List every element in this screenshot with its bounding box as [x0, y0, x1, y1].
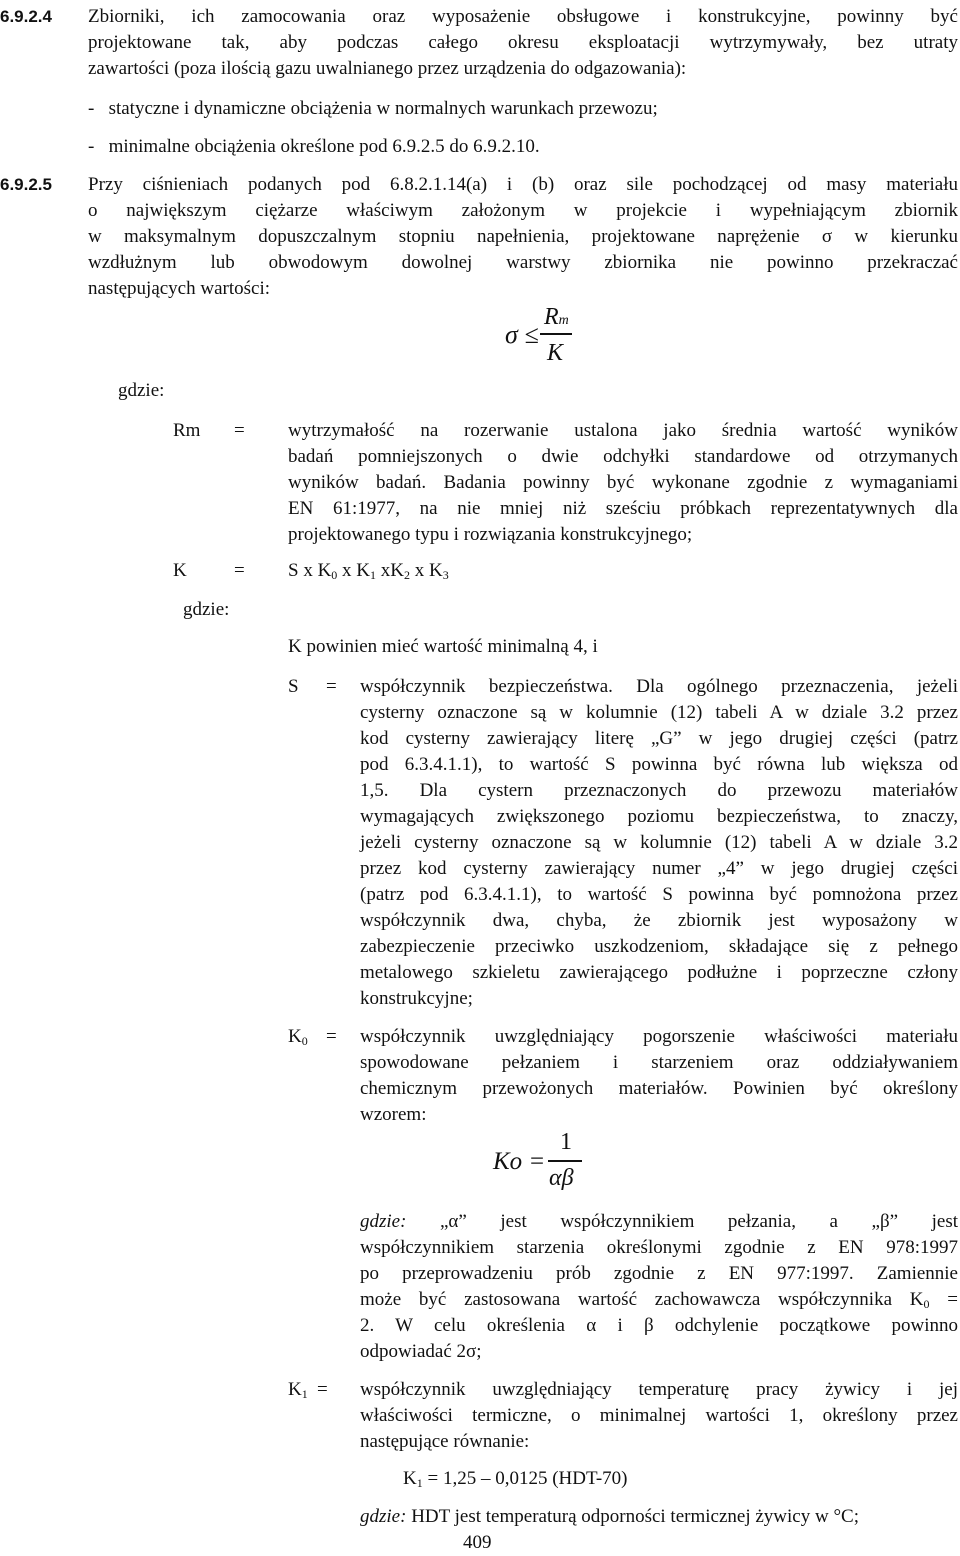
where-label: gdzie:	[183, 599, 230, 620]
definition-line: projektowanego typu i rozwiązania konstrukcyjnego;	[288, 524, 693, 545]
equals-sign: =	[234, 560, 245, 581]
bullet-item: - minimalne obciążenia określone pod 6.9.2.5 do 6.9.2.10.	[88, 136, 540, 157]
where-text-line: po przeprowadzeniu prób zgodnie z EN 977:1997. Zamiennie	[360, 1263, 958, 1284]
section-text-line: Przy ciśnieniach podanych pod 6.8.2.1.14(a) i (b) oraz sile pochodzącej od masy materiału	[88, 174, 958, 195]
definition-line: wymagających zwiększonego poziomu bezpieczeństwa, to znaczy,	[360, 806, 958, 827]
equals-sign: =	[234, 420, 245, 441]
definition-line: następujące równanie:	[360, 1431, 530, 1452]
definition-line: cysterny oznaczone są w kolumnie (12) tabeli A w dziale 3.2 przez	[360, 702, 958, 723]
where-text-line: odpowiadać 2σ;	[360, 1341, 482, 1362]
definition-line: kod cysterny zawierający literę „G” w jego drugiej części (patrz	[360, 728, 958, 749]
section-text-line: zawartości (poza ilością gazu uwalnianego przez urządzenia do odgazowania):	[88, 58, 687, 79]
fraction-bar	[540, 333, 572, 335]
definition-line: jeżeli cysterny oznaczone są w kolumnie (12) tabeli A w dziale 3.2	[360, 832, 958, 853]
definition-line: zabezpieczenie przeciwko uszkodzeniom, składające się z pełnego	[360, 936, 958, 957]
definition-line: (patrz pod 6.3.4.1.1), to wartość S powinna być pomnożona przez	[360, 884, 958, 905]
definition-line: konstrukcyjne;	[360, 988, 473, 1009]
term-symbol: $K_0$	[288, 1026, 308, 1048]
term-symbol: S	[288, 676, 299, 697]
where-text-line: 2. W celu określenia α i β odchylenie początkowe powinno	[360, 1315, 958, 1336]
definition-line: przez kod cysterny zawierający numer „4” w jego drugiej części	[360, 858, 958, 879]
definition-line: metalowego szkieletu zawierającego podłużne i poprzeczne człony	[360, 962, 958, 983]
definition-line: spowodowane pełzaniem i starzeniem oraz oddziaływaniem	[360, 1052, 958, 1073]
term-symbol: K	[173, 560, 187, 581]
formula-lhs: Ko =	[493, 1148, 546, 1175]
k-formula: S x $K_0$ x $K_1$ $xK_2$ x $K_3$	[288, 560, 449, 582]
where-text-line: współczynnikiem starzenia określonymi zgodnie z EN 978:1997	[360, 1237, 958, 1258]
page-number: 409	[463, 1532, 492, 1553]
definition-line: współczynnik bezpieczeństwa. Dla ogólnego przeznaczenia, jeżeli	[360, 676, 958, 697]
formula-denominator: αβ	[549, 1165, 574, 1191]
term-symbol: Rm	[173, 420, 201, 441]
formula-lhs: σ ≤	[505, 320, 539, 349]
bullet-item: - statyczne i dynamiczne obciążenia w normalnych warunkach przewozu;	[88, 98, 658, 119]
section-text-line: następujących wartości:	[88, 278, 271, 299]
section-number-6-9-2-5: 6.9.2.5	[0, 175, 52, 194]
where-text-line: gdzie: HDT jest temperaturą odporności termicznej żywicy w °C;	[360, 1506, 859, 1527]
k-minimum-note: K powinien mieć wartość minimalną 4, i	[288, 636, 598, 657]
definition-line: pod 6.3.4.1.1), to wartość S powinna być równa lub większa od	[360, 754, 958, 775]
k1-equation: $K_1 = 1,25 - 0,0125$ (HDT-70)	[403, 1468, 628, 1490]
definition-line: współczynnik uwzględniający temperaturę pracy żywicy i jej	[360, 1379, 958, 1400]
fraction-bar	[548, 1160, 582, 1162]
definition-line: badań pomniejszonych o dwie odchyłki standardowe od otrzymanych	[288, 446, 958, 467]
definition-line: wyników badań. Badania powinny być wykonane zgodnie z wymaganiami	[288, 472, 958, 493]
definition-line: EN 61:1977, na nie mniej niż sześciu próbkach reprezentatywnych dla	[288, 498, 958, 519]
definition-line: właściwości termiczne, o minimalnej wartości 1, określony przez	[360, 1405, 958, 1426]
formula-numerator: Rm	[544, 304, 569, 330]
term-symbol: $K_1$	[288, 1379, 308, 1401]
equals-sign: =	[317, 1379, 328, 1400]
formula-numerator: 1	[560, 1129, 572, 1155]
formula-denominator: K	[547, 340, 564, 366]
section-text-line: wzdłużnym lub obwodowym dowolnej warstwy zbiornika nie powinno przekraczać	[88, 252, 958, 273]
definition-line: współczynnik uwzględniający pogorszenie właściwości materiału	[360, 1026, 958, 1047]
equals-sign: =	[326, 676, 337, 697]
definition-line: współczynnik dwa, chyba, że zbiornik jest wyposażony w	[360, 910, 958, 931]
section-text-line: projektowane tak, aby podczas całego okresu eksploatacji wytrzymywały, bez utraty	[88, 32, 958, 53]
definition-line: 1,5. Dla cystern przeznaczonych do przewozu materiałów	[360, 780, 958, 801]
definition-line: wytrzymałość na rozerwanie ustalona jako średnia wartość wyników	[288, 420, 958, 441]
definition-line: wzorem:	[360, 1104, 427, 1125]
section-text-line: Zbiorniki, ich zamocowania oraz wyposażenie obsługowe i konstrukcyjne, powinny być	[88, 6, 958, 27]
where-text-line: gdzie: „α” jest współczynnikiem pełzania, a „β” jest	[360, 1211, 958, 1232]
where-text-line: może być zastosowana wartość zachowawcza współczynnika $K_0$ =	[360, 1289, 959, 1311]
equals-sign: =	[326, 1026, 337, 1047]
definition-line: chemicznym przewożonych materiałów. Powinien być określony	[360, 1078, 958, 1099]
section-text-line: w maksymalnym dopuszczalnym stopniu napełnienia, projektowane naprężenie σ w kierunku	[88, 226, 958, 247]
where-label: gdzie:	[118, 380, 165, 401]
section-number-6-9-2-4: 6.9.2.4	[0, 7, 52, 26]
section-text-line: o największym ciężarze właściwym założonym w projekcie i wypełniającym zbiornik	[88, 200, 958, 221]
